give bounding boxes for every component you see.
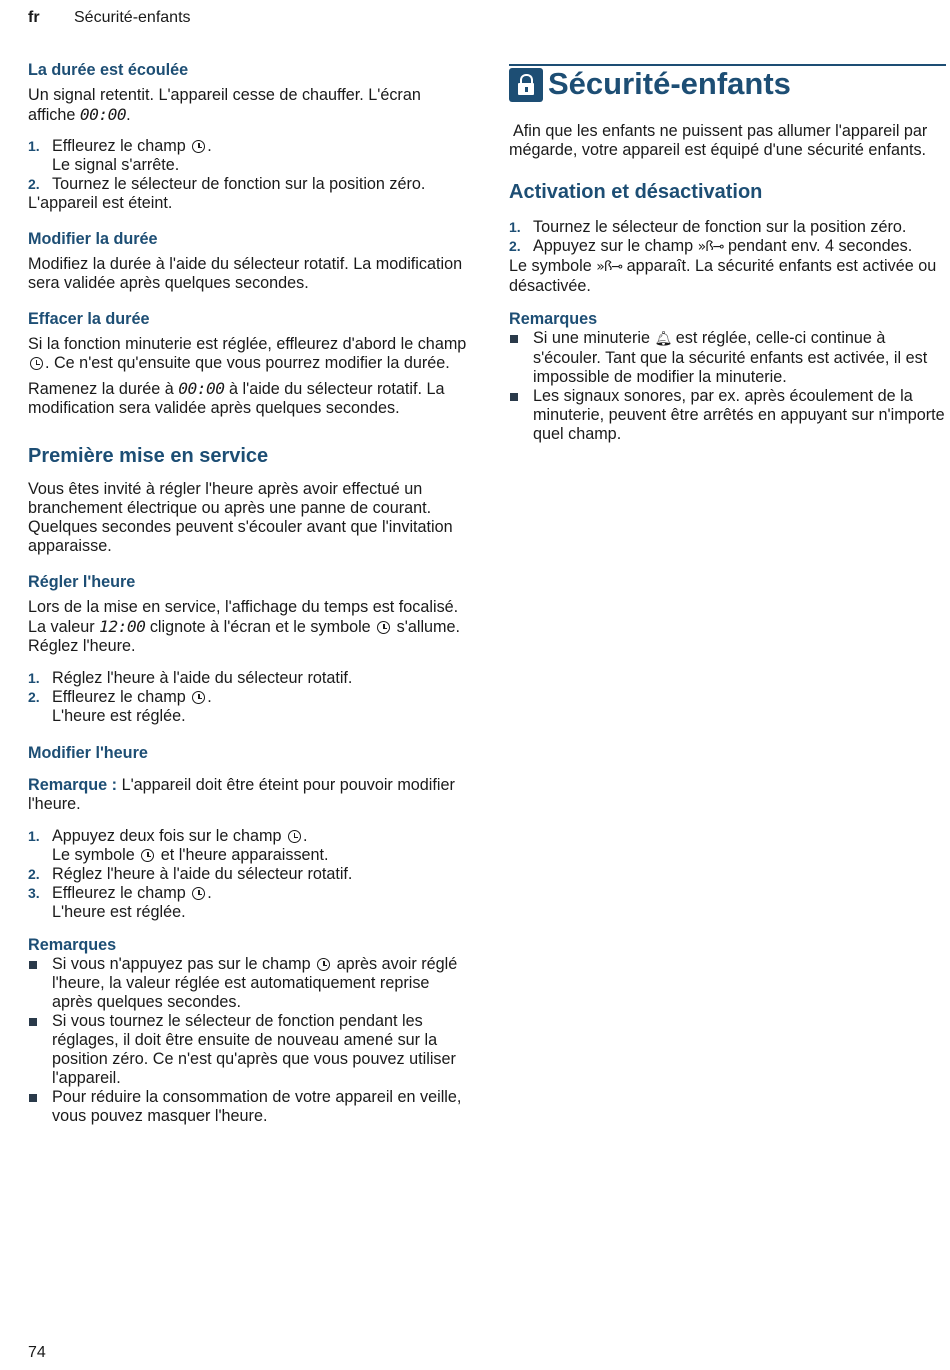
heading-activation: Activation et désactivation (509, 181, 763, 203)
child-lock-key-icon: »ꟗ⊸ (596, 259, 623, 275)
bullet-square-icon (510, 335, 518, 343)
heading-modifier-duree: Modifier la durée (28, 230, 158, 248)
header-section-title: Sécurité-enfants (74, 9, 191, 26)
clock-icon (317, 958, 330, 971)
list-item: Si vous tournez le sélecteur de fonction pendant les réglages, il doit être ensuite de nouveau amené sur la position zéro. Ce n'est qu'après que vous pouvez utiliser l'appareil. (28, 1012, 468, 1088)
steps-modifier-heure (28, 827, 468, 922)
clock-icon (30, 357, 43, 370)
steps-activation (509, 218, 946, 257)
list-item: Les signaux sonores, par ex. après écoulement de la minuterie, peuvent être arrêtés en appuyant sur n'importe quel champ. (509, 387, 946, 444)
list-item: 1. Effleurez le champ . Le signal s'arrête. (28, 137, 212, 174)
page-title: Sécurité-enfants (548, 66, 791, 101)
paragraph-premiere: Vous êtes invité à régler l'heure après avoir effectué un branchement électrique ou après une panne de courant. Quelques secondes peuvent s'écouler avant que l'invitation apparaisse. (28, 480, 453, 555)
child-lock-key-icon: »ꟗ⊸ (697, 239, 724, 255)
list-item: Si vous n'appuyez pas sur le champ après avoir réglé l'heure, la valeur réglée est automatiquement reprise après quelques secondes. (28, 955, 468, 1012)
bell-icon: 🔔︎ (654, 331, 672, 347)
clock-icon (192, 887, 205, 900)
section-title-bar (509, 64, 946, 106)
bullet-square-icon (510, 393, 518, 401)
list-item: 2. Appuyez sur le champ »ꟗ⊸ pendant env. 4 secondes. (509, 237, 913, 255)
remarques-list-right (509, 329, 946, 444)
heading-effacer-duree: Effacer la durée (28, 310, 150, 328)
lock-icon (509, 68, 543, 102)
paragraph-duree-ecoulee: Un signal retentit. L'appareil cesse de chauffer. L'écran affiche 00:00. (28, 86, 421, 124)
lcd-display-value: 00:00 (178, 379, 225, 398)
heading-remarques-right: Remarques (509, 310, 598, 328)
clock-icon (377, 621, 390, 634)
list-item: Si une minuterie 🔔︎ est réglée, celle-ci continue à s'écouler. Tant que la sécurité enfants est activée, il est impossible de modifier la minuterie. (509, 329, 946, 387)
bullet-square-icon (29, 1018, 37, 1026)
remarques-list-left (28, 955, 468, 1126)
list-item: 1. Réglez l'heure à l'aide du sélecteur rotatif. (28, 669, 353, 687)
right-column (509, 64, 946, 444)
page-number: 74 (28, 1344, 46, 1361)
heading-remarques-left: Remarques (28, 936, 117, 954)
clock-icon (192, 140, 205, 153)
heading-modifier-heure: Modifier l'heure (28, 744, 148, 762)
heading-regler-heure: Régler l'heure (28, 573, 136, 591)
list-item: Pour réduire la consommation de votre appareil en veille, vous pouvez masquer l'heure. (28, 1088, 468, 1126)
list-item: 2. Réglez l'heure à l'aide du sélecteur rotatif. (28, 865, 353, 883)
heading-premiere-mise-en-service: Première mise en service (28, 445, 269, 467)
list-item: 2. Tournez le sélecteur de fonction sur la position zéro. (28, 175, 426, 193)
list-item: 1. Tournez le sélecteur de fonction sur la position zéro. (509, 218, 907, 236)
clock-icon (288, 830, 301, 843)
paragraph-regler-heure: Lors de la mise en service, l'affichage du temps est focalisé. La valeur 12:00 clignote à l'écran et le symbole s'allume. Réglez l'heure. (28, 598, 461, 655)
list-item: 3. Effleurez le champ . L'heure est réglée. (28, 884, 212, 921)
language-code: fr (28, 9, 40, 26)
lcd-display-value: 12:00 (99, 617, 146, 636)
paragraph-effacer-duree-2: Ramenez la durée à 00:00 à l'aide du sélecteur rotatif. La modification sera validée après quelques secondes. (28, 379, 445, 417)
page-header (28, 8, 191, 27)
paragraph-effacer-duree-1: Si la fonction minuterie est réglée, effleurez d'abord le champ . Ce n'est qu'ensuite que vous pourrez modifier la durée. (28, 335, 467, 372)
bullet-square-icon (29, 961, 37, 969)
result-text: L'appareil est éteint. (28, 194, 173, 212)
paragraph-modifier-duree: Modifiez la durée à l'aide du sélecteur rotatif. La modification sera validée après quelques secondes. (28, 255, 463, 292)
bullet-square-icon (29, 1094, 37, 1102)
heading-duree-ecoulee: La durée est écoulée (28, 61, 189, 79)
lcd-display-value: 00:00 (79, 105, 127, 124)
clock-icon (141, 849, 154, 862)
steps-duree-ecoulee (28, 137, 468, 194)
list-item: 2. Effleurez le champ . L'heure est réglée. (28, 688, 212, 725)
left-column (28, 60, 468, 1126)
note-modifier-heure: Remarque : L'appareil doit être éteint pour pouvoir modifier l'heure. (28, 776, 455, 813)
clock-icon (192, 691, 205, 704)
paragraph-intro: Afin que les enfants ne puissent pas allumer l'appareil par mégarde, votre appareil est équipé d'une sécurité enfants. (509, 122, 928, 159)
list-item: 1. Appuyez deux fois sur le champ . Le symbole et l'heure apparaissent. (28, 827, 329, 864)
paragraph-activation-result: Le symbole »ꟗ⊸ apparaît. La sécurité enfants est activée ou désactivée. (509, 257, 937, 295)
steps-regler-heure (28, 669, 468, 726)
